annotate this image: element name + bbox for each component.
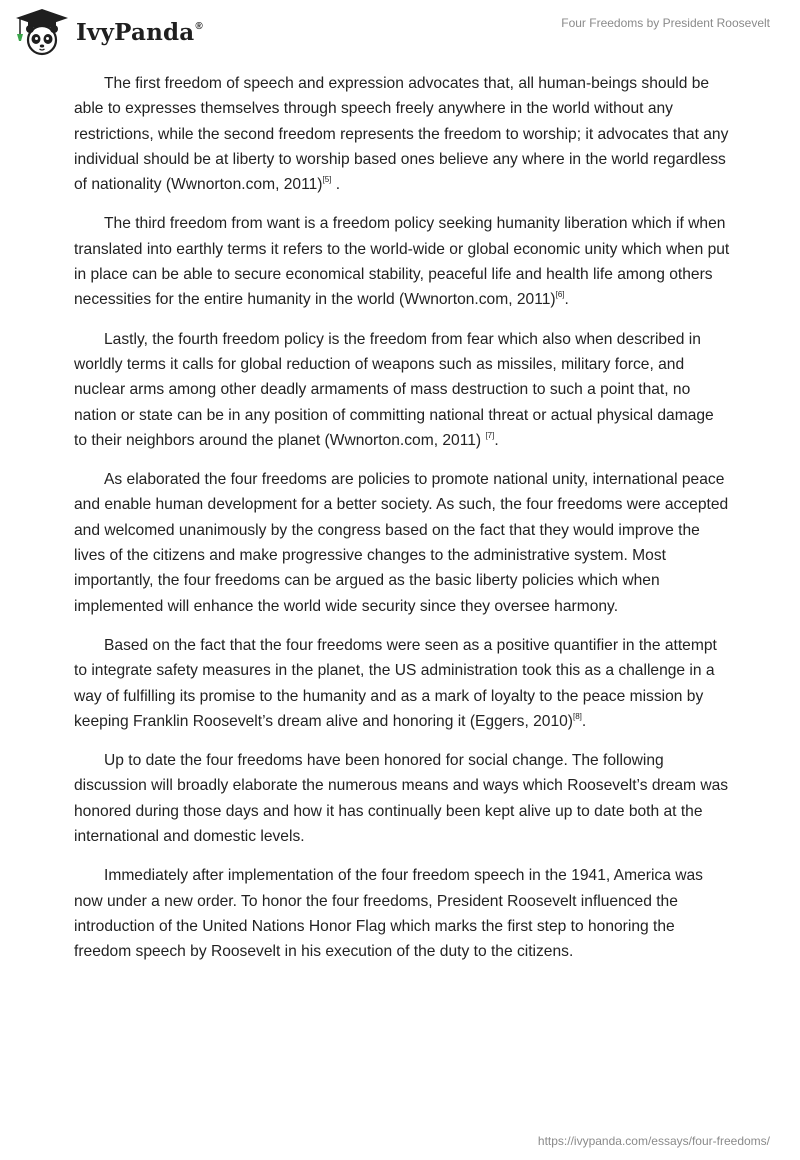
paragraph: Up to date the four freedoms have been honored for social change. The following discussion will broadly elaborate the numerous means and ways which Roosevelt’s dream was honored during those days and how it has continually been kept alive up to date both at the international and domestic levels.	[74, 752, 729, 846]
paragraph: Immediately after implementation of the four freedom speech in the 1941, America was now under a new order. To honor the four freedoms, President Roosevelt influenced the introduction of the United Nations Honor Flag which marks the first step to honoring the freedom speech by Roosevelt in his execution of the duty to the citizens.	[74, 867, 703, 961]
registered-mark: ®	[195, 20, 203, 32]
document-title: Four Freedoms by President Roosevelt	[561, 16, 770, 30]
paragraph: Lastly, the fourth freedom policy is the freedom from fear which also when described in worldly terms it calls for global reduction of weapons such as missiles, military force, and nuclear arms among other deadly armaments of mass destruction to such a point that, no nation or state can be in any position of committing national threat or actual physical damage to their neighbors around the planet (Wwnorton.com, 2011) [7].	[74, 330, 714, 449]
source-url[interactable]: https://ivypanda.com/essays/four-freedoms/	[537, 1134, 770, 1148]
paragraph: The first freedom of speech and expression advocates that, all human-beings should be able to expresses themselves through speech freely anywhere in the world without any restrictions, while the second freedom represents the freedom to worship; it advocates that any individual should be at liberty to worship based ones believe any where in the world regardless of nationality (Wwnorton.com, 2011)[5] .	[74, 75, 729, 194]
paragraph: Based on the fact that the four freedoms were seen as a positive quantifier in the attempt to integrate safety measures in the planet, the US administration took this as a challenge in a way of fulfilling its promise to the humanity and as a mark of loyalty to the peace mission by keeping Franklin Roosevelt’s dream alive and honoring it (Eggers, 2010)[8].	[74, 636, 717, 730]
citation-link[interactable]: [7]	[485, 430, 495, 440]
page-header	[0, 0, 800, 70]
panda-graduate-icon	[14, 8, 70, 56]
citation-link[interactable]: [6]	[555, 290, 565, 300]
citation-link[interactable]: [5]	[322, 175, 332, 184]
paragraph: As elaborated the four freedoms are policies to promote national unity, international peace and enable human development for a better society. As such, the four freedoms were accepted and welcomed unanimously by the congress based on the fact that they would improve the lives of the citizens and make progressive changes to the administrative system. Most importantly, the four freedoms can be argued as the basic liberty policies which when implemented will enhance the world wide security since they oversee harmony.	[74, 471, 729, 615]
paragraph: The third freedom from want is a freedom policy seeking humanity liberation which if when translated into earthly terms it refers to the world-wide or global economic unity which when put in place can be able to secure economical stability, peaceful life and health life among others necessities for the entire humanity in the world (Wwnorton.com, 2011)[6].	[74, 215, 730, 309]
logo-wordmark: IvyPanda®	[76, 18, 203, 46]
citation-link[interactable]: [8]	[573, 711, 582, 721]
essay-body	[74, 71, 730, 979]
ivypanda-logo[interactable]	[14, 8, 203, 56]
